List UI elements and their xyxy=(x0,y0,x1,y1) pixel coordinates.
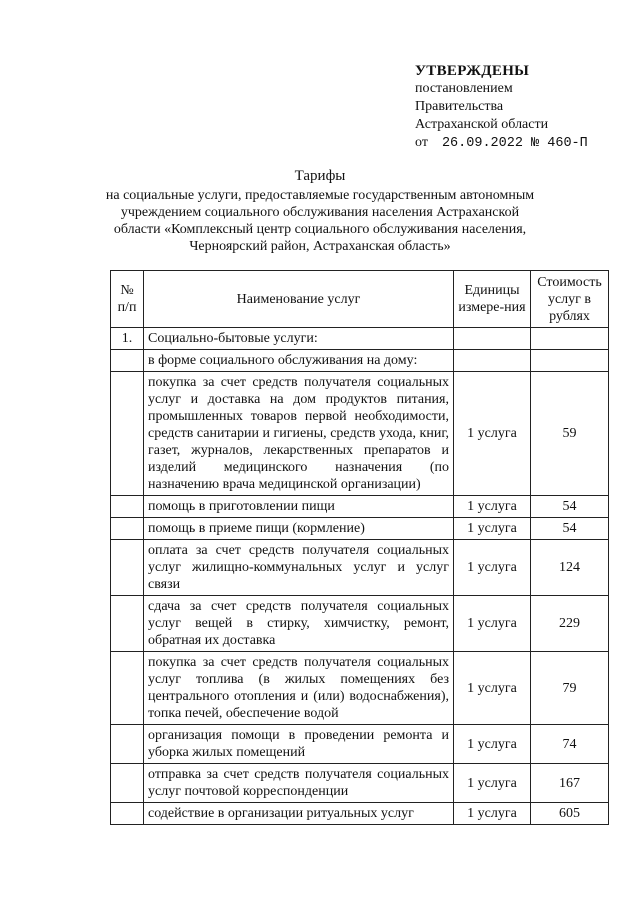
table-row xyxy=(111,350,609,372)
cell-num xyxy=(111,496,144,518)
cell-name: организация помощи в проведении ремонта и уборка жилых помещений xyxy=(144,725,454,764)
table-row xyxy=(111,540,609,596)
table-row xyxy=(111,328,609,350)
cell-name: в форме социального обслуживания на дому: xyxy=(144,350,454,372)
table-row xyxy=(111,372,609,496)
cell-cost: 229 xyxy=(531,596,609,652)
table-header-row xyxy=(111,271,609,328)
cell-num xyxy=(111,372,144,496)
cell-name: покупка за счет средств получателя социальных услуг и доставка на дом продуктов питания, промышленных товаров первой необходимости, средств санитарии и гигиены, средств ухода, книг, газет, журналов, лекарственных препаратов и изделий медицинского назначения (по назначению врача медицинской организации) xyxy=(144,372,454,496)
cell-name: оплата за счет средств получателя социальных услуг жилищно-коммунальных услуг и услуг связи xyxy=(144,540,454,596)
table-row xyxy=(111,596,609,652)
document-title xyxy=(100,168,540,255)
cell-cost: 124 xyxy=(531,540,609,596)
cell-name: сдача за счет средств получателя социальных услуг вещей в стирку, химчистку, ремонт, обратная их доставка xyxy=(144,596,454,652)
approval-line-2: Правительства xyxy=(415,99,504,114)
cell-num: 1. xyxy=(111,328,144,350)
cell-cost: 54 xyxy=(531,518,609,540)
cell-cost xyxy=(531,328,609,350)
cell-name: помощь в приготовлении пищи xyxy=(144,496,454,518)
header-num: № п/п xyxy=(111,271,144,328)
approval-block xyxy=(415,62,630,153)
approval-heading: УТВЕРЖДЕНЫ xyxy=(415,63,530,79)
header-cost: Стоимость услуг в рублях xyxy=(531,271,609,328)
cell-unit: 1 услуга xyxy=(454,596,531,652)
cell-unit: 1 услуга xyxy=(454,803,531,825)
cell-name: отправка за счет средств получателя социальных услуг почтовой корреспонденции xyxy=(144,764,454,803)
cell-num xyxy=(111,803,144,825)
cell-cost: 59 xyxy=(531,372,609,496)
cell-unit: 1 услуга xyxy=(454,496,531,518)
header-name: Наименование услуг xyxy=(144,271,454,328)
cell-num xyxy=(111,518,144,540)
cell-unit: 1 услуга xyxy=(454,725,531,764)
approval-line-3: Астраханской области xyxy=(415,117,549,132)
cell-num xyxy=(111,540,144,596)
table-row xyxy=(111,518,609,540)
cell-cost: 79 xyxy=(531,652,609,725)
approval-date-line xyxy=(415,134,630,153)
table-row xyxy=(111,652,609,725)
cell-unit: 1 услуга xyxy=(454,652,531,725)
cell-cost xyxy=(531,350,609,372)
cell-unit: 1 услуга xyxy=(454,518,531,540)
cell-unit: 1 услуга xyxy=(454,372,531,496)
title-subtitle: на социальные услуги, предоставляемые государственным автономным учреждением социального обслуживания населения Астраханской области «Комплексный центр социального обслуживания населения, Черноярский район, Астраханская область» xyxy=(105,188,535,254)
cell-unit xyxy=(454,350,531,372)
table-row xyxy=(111,496,609,518)
cell-num xyxy=(111,350,144,372)
cell-cost: 167 xyxy=(531,764,609,803)
cell-num xyxy=(111,652,144,725)
cell-num xyxy=(111,725,144,764)
cell-name: Социально-бытовые услуги: xyxy=(144,328,454,350)
cell-name: содействие в организации ритуальных услуг xyxy=(144,803,454,825)
cell-unit: 1 услуга xyxy=(454,764,531,803)
tariffs-table xyxy=(110,270,609,825)
approval-date-value: 26.09.2022 № 460-П xyxy=(441,136,588,151)
cell-cost: 74 xyxy=(531,725,609,764)
cell-name: покупка за счет средств получателя социальных услуг топлива (в жилых помещениях без центрального отопления и (или) водоснабжения), топка печей, обеспечение водой xyxy=(144,652,454,725)
approval-line-1: постановлением xyxy=(415,81,513,96)
table-row xyxy=(111,803,609,825)
table-row xyxy=(111,764,609,803)
cell-unit xyxy=(454,328,531,350)
table-body xyxy=(111,328,609,825)
header-unit: Единицы измере-ния xyxy=(454,271,531,328)
cell-name: помощь в приеме пищи (кормление) xyxy=(144,518,454,540)
approval-date-prefix: от xyxy=(415,135,428,150)
cell-num xyxy=(111,596,144,652)
title-main: Тарифы xyxy=(294,168,346,184)
cell-num xyxy=(111,764,144,803)
cell-unit: 1 услуга xyxy=(454,540,531,596)
cell-cost: 54 xyxy=(531,496,609,518)
table-row xyxy=(111,725,609,764)
cell-cost: 605 xyxy=(531,803,609,825)
